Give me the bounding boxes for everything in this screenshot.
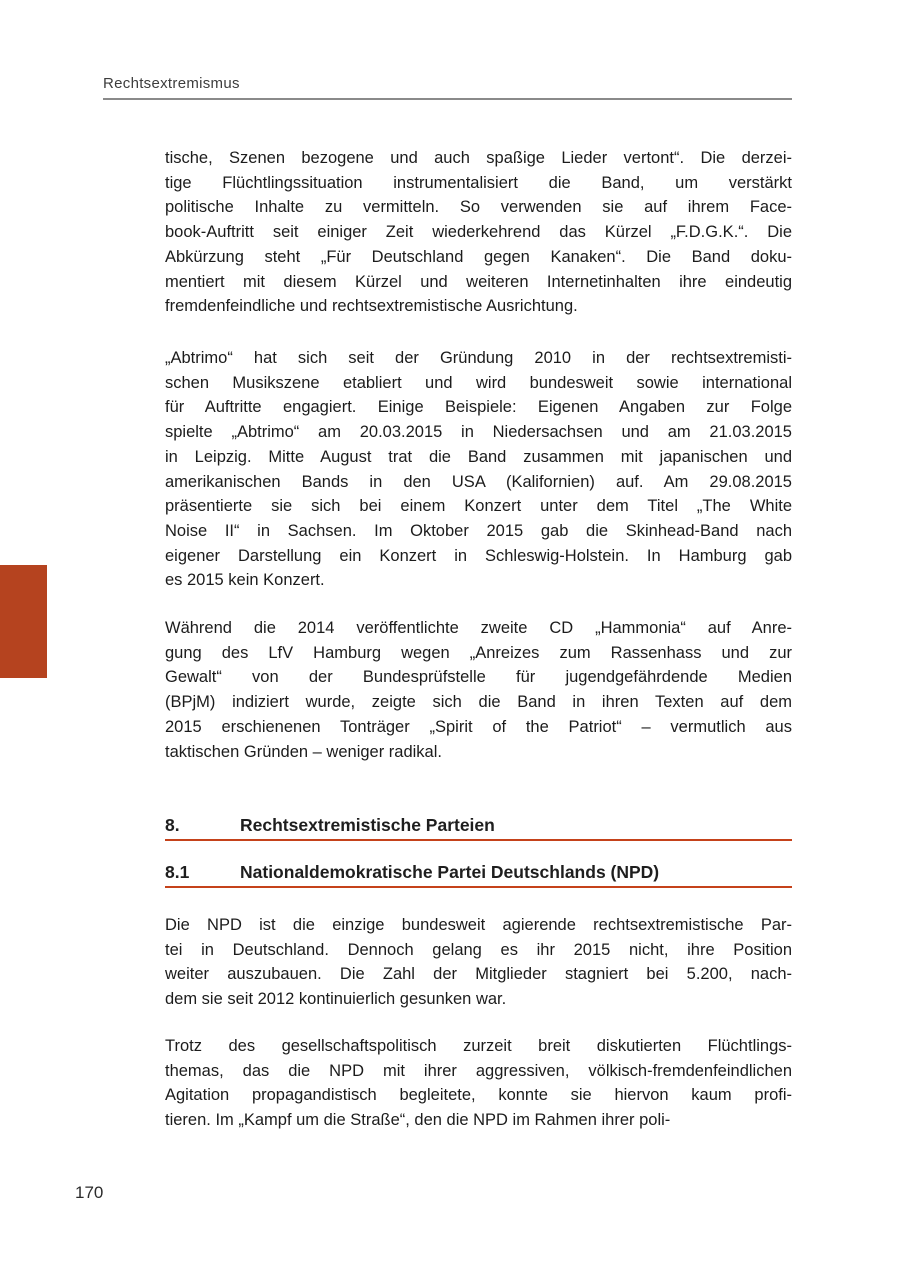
text-line: spielte „Abtrimo“ am 20.03.2015 in Niedersachsen und am 21.03.2015 xyxy=(165,423,792,442)
section-title: Nationaldemokratische Partei Deutschlands (NPD) xyxy=(240,862,660,882)
text-line: 2015 erschienenen Tonträger „Spirit of the Patriot“ – vermutlich aus xyxy=(165,717,792,736)
text-line: book-Auftritt seit einiger Zeit wiederkehrend das Kürzel „F.D.G.K.“. Die xyxy=(165,223,792,242)
running-header-label: Rechtsextremismus xyxy=(103,75,240,92)
header-rule xyxy=(103,98,792,100)
text-line: Trotz des gesellschaftspolitisch zurzeit breit diskutierten Flüchtlings- xyxy=(165,1037,792,1055)
text-line: taktischen Gründen – weniger radikal. xyxy=(165,742,442,761)
text-line: Die NPD ist die einzige bundesweit agierende rechtsextremistische Par- xyxy=(165,916,792,934)
paragraph-npd-fluechtlingsthema xyxy=(165,1034,792,1133)
text-line: tische, Szenen bezogene und auch spaßige Lieder vertont“. Die derzei- xyxy=(165,149,792,167)
text-line: tige Flüchtlingssituation instrumentalisiert die Band, um verstärkt xyxy=(165,173,792,192)
section-number: 8. xyxy=(165,815,180,835)
section-heading-8-1 xyxy=(165,861,792,888)
text-line: dem sie seit 2012 kontinuierlich gesunken war. xyxy=(165,990,507,1009)
text-line: weiter auszubauen. Die Zahl der Mitglieder stagniert bei 5.200, nach- xyxy=(165,965,792,984)
chapter-marker-bar xyxy=(0,565,47,678)
text-line: Gewalt“ von der Bundesprüfstelle für jugendgefährdende Medien xyxy=(165,668,792,687)
text-line: eigener Darstellung ein Konzert in Schleswig-Holstein. In Hamburg gab xyxy=(165,546,792,565)
text-line: fremdenfeindliche und rechtsextremistische Ausrichtung. xyxy=(165,297,578,316)
running-header xyxy=(103,75,240,92)
text-line: es 2015 kein Konzert. xyxy=(165,571,325,590)
text-line: Während die 2014 veröffentlichte zweite CD „Hammonia“ auf Anre- xyxy=(165,619,792,637)
text-line: schen Musikszene etabliert und wird bundesweit sowie international xyxy=(165,373,792,392)
paragraph-band-facebook xyxy=(165,146,792,319)
text-line: politische Inhalte zu vermitteln. So verwenden sie auf ihrem Face- xyxy=(165,198,792,217)
paragraph-npd-mitglieder xyxy=(165,913,792,1012)
text-line: amerikanischen Bands in den USA (Kalifornien) auf. Am 29.08.2015 xyxy=(165,472,792,491)
text-line: tei in Deutschland. Dennoch gelang es ihr 2015 nicht, ihre Position xyxy=(165,940,792,959)
text-line: präsentierte sie sich bei einem Konzert unter dem Titel „The White xyxy=(165,497,792,516)
section-number: 8.1 xyxy=(165,862,190,882)
text-line: Noise II“ in Sachsen. Im Oktober 2015 gab die Skinhead-Band nach xyxy=(165,521,792,540)
text-line: für Auftritte engagiert. Einige Beispiele: Eigenen Angaben zur Folge xyxy=(165,398,792,417)
text-line: mentiert mit diesem Kürzel und weiteren Internetinhalten ihre eindeutig xyxy=(165,272,792,291)
text-line: in Leipzig. Mitte August trat die Band zusammen mit japanischen und xyxy=(165,447,792,466)
text-line: „Abtrimo“ hat sich seit der Gründung 2010 in der rechtsextremisti- xyxy=(165,349,792,367)
text-line: tieren. Im „Kampf um die Straße“, den die NPD im Rahmen ihrer poli- xyxy=(165,1111,671,1130)
paragraph-abtrimo-konzerte xyxy=(165,346,792,593)
paragraph-cd-hammonia xyxy=(165,616,792,764)
text-line: gung des LfV Hamburg wegen „Anreizes zum Rassenhass und zur xyxy=(165,643,792,662)
text-line: Abkürzung steht „Für Deutschland gegen Kanaken“. Die Band doku- xyxy=(165,247,792,266)
text-line: themas, das die NPD mit ihrer aggressiven, völkisch-fremdenfeindlichen xyxy=(165,1061,792,1080)
page-number: 170 xyxy=(75,1183,104,1202)
text-line: Agitation propagandistisch begleitete, konnte sie hiervon kaum profi- xyxy=(165,1086,792,1105)
section-title: Rechtsextremistische Parteien xyxy=(240,815,495,835)
section-heading-8 xyxy=(165,814,792,841)
text-line: (BPjM) indiziert wurde, zeigte sich die Band in ihren Texten auf dem xyxy=(165,693,792,712)
